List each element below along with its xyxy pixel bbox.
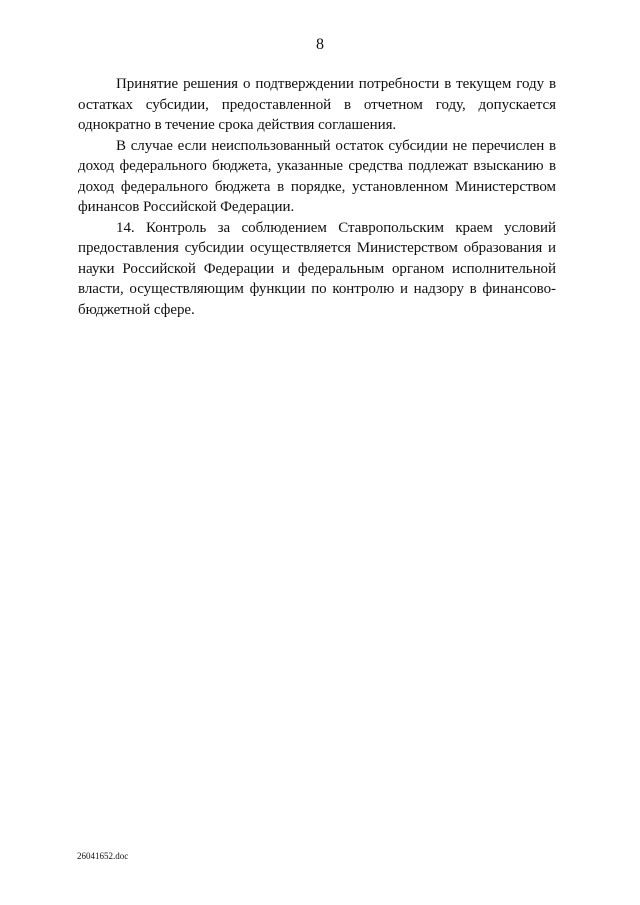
page-number: 8 bbox=[316, 36, 324, 53]
paragraph-control-clause-14: 14. Контроль за соблюдением Ставропольским краем условий предоставления субсидии осуществляется Министерством образования и науки Российской Федерации и федеральным органом исполнительной власти, осуществляющим функции по контролю и надзору в финансово-бюджетной сфере. bbox=[78, 219, 556, 318]
paragraph-confirmation-decision: Принятие решения о подтверждении потребности в текущем году в остатках субсидии, предоставленной в отчетном году, допускается однократно в течение срока действия соглашения. bbox=[78, 76, 556, 133]
footer-file-name: 26041652.doc bbox=[77, 851, 129, 861]
paragraph-unused-balance: В случае если неиспользованный остаток субсидии не перечислен в доход федерального бюджета, указанные средства подлежат взысканию в доход федерального бюджета в порядке, установленном Министерством финансов Российской Федерации. bbox=[78, 137, 556, 215]
document-body bbox=[78, 74, 556, 320]
